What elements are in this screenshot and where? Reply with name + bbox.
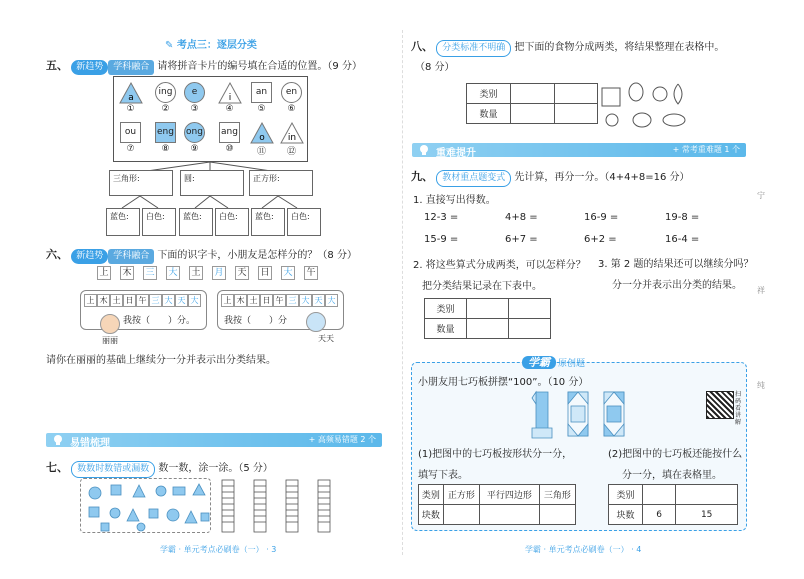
char-card: 大 [166,266,180,280]
q5-tag: 新趋势 [71,60,108,75]
pinyin-card: eng [155,122,176,143]
qr-code[interactable] [706,391,734,419]
pinyin-card [218,82,242,104]
equation: 16-4 = [665,234,700,245]
q8-cell-count: 数量 [467,104,511,124]
sub-box-6[interactable] [287,208,321,236]
pinyin-card-number: ⑫ [286,147,296,157]
side-mark: 祥 [757,286,765,295]
char-card-small: 木 [234,294,247,307]
q8-table [466,83,598,124]
q9-cell[interactable] [509,299,551,319]
char-card-small: 土 [247,294,260,307]
pinyin-card-number: ④ [225,104,234,114]
t1-cell[interactable] [539,505,575,525]
q9-sub3: 3. 第 2 题的结果还可以继续分吗？ [598,259,754,270]
char-card: 木 [120,266,134,280]
sub-box-2[interactable] [142,208,176,236]
char-card-small: 午 [273,294,286,307]
equation: 15-9 = [424,234,459,245]
q9-cell-category: 类别 [425,299,467,319]
char-card: 三 [143,266,157,280]
q8-header [411,38,724,57]
char-card-small: 三 [149,294,162,307]
t1-cell[interactable] [479,505,539,525]
equation: 12-3 = [424,212,459,223]
char-card-small: 大 [188,294,201,307]
char-card-small: 三 [286,294,299,307]
qr-label: 扫码看讲解 [735,391,742,426]
orig-p1: (1)把图中的七巧板按形状分一分， [418,449,573,460]
pinyin-card [250,122,274,144]
q9-cell-count: 数量 [425,319,467,339]
char-card-small: 上 [221,294,234,307]
pinyin-card-number: ⑤ [257,104,266,114]
equation: 6+2 = [584,234,617,245]
orig-table2 [608,484,738,525]
q6-tag2: 学科融合 [108,249,154,264]
q5-header [46,57,362,75]
t2-cell[interactable] [676,485,738,505]
side-mark: 宁 [757,191,765,200]
sub-box-5[interactable] [251,208,285,236]
badge-xueba: 学霸 [522,356,556,369]
char-card: 月 [212,266,226,280]
group-circle-label: 圆: [184,174,195,183]
q7-tag: 数数时数错或漏数 [71,461,155,478]
pinyin-card-number: ⑩ [225,144,234,154]
svg-text:o: o [259,133,265,143]
char-card-small: 天 [312,294,325,307]
sub-label: 蓝色: [110,212,129,221]
q9-header [411,168,690,187]
q9-cell[interactable] [509,319,551,339]
t2-cell[interactable] [643,485,676,505]
q5-tag2: 学科融合 [108,60,154,75]
girl-avatar [100,314,120,334]
t1-head: 类别 [419,485,444,505]
tangram-100 [530,388,635,440]
q8-cell[interactable] [554,104,598,124]
pinyin-card [280,122,304,144]
section-title [165,36,257,51]
pinyin-card: ong [184,122,205,143]
q9-tag: 教材重点题变式 [436,170,511,187]
original-badge [522,354,585,370]
sub-box-1[interactable] [106,208,140,236]
q6-number: 六、 [46,248,68,261]
pinyin-card-number: ⑥ [287,104,296,114]
char-card-small: 大 [325,294,338,307]
q7-text: 数一数，涂一涂。（5 分） [158,463,273,474]
char-card: 土 [189,266,203,280]
side-mark: 纯 [757,381,765,390]
bulb-icon [52,434,64,446]
group-square[interactable] [249,170,313,196]
section-title-text: 考点三：逐层分类 [176,40,257,51]
group-triangle[interactable] [109,170,173,196]
q8-cell[interactable] [554,84,598,104]
pinyin-card-number: ⑧ [161,144,170,154]
char-card-small: 大 [162,294,175,307]
svg-text:i: i [228,93,232,103]
boy-avatar [306,312,326,332]
name-tiantian: 天天 [318,334,334,343]
char-card-small: 日 [260,294,273,307]
orig-p1b: 填写下表。 [418,470,468,481]
q8-tag: 分类标准不明确 [436,40,511,57]
char-card: 日 [258,266,272,280]
q9-text: 先计算，再分一分。（4+4+8=16 分） [514,172,690,183]
svg-text:in: in [287,133,297,143]
group-circle[interactable] [180,170,244,196]
q6-tag: 新趋势 [71,249,108,264]
q6-followup: 请你在丽丽的基础上继续分一分并表示出分类结果。 [46,355,276,366]
char-card-small: 大 [299,294,312,307]
footer-left: 学霸 · 单元考点必刷卷（一） · 3 [160,545,277,554]
char-card-small: 上 [84,294,97,307]
group-square-label: 正方形: [253,174,280,183]
q5-number: 五、 [46,59,68,72]
char-card-small: 日 [123,294,136,307]
q9-sub1: 1. 直接写出得数。 [413,195,496,206]
pinyin-card: en [281,82,302,103]
sub-label: 白色: [219,212,238,221]
q5-text: 请将拼音卡片的编号填在合适的位置。（9 分） [157,61,362,72]
char-card: 大 [281,266,295,280]
q8-number: 八、 [411,40,433,53]
sub-box-3[interactable] [179,208,213,236]
orig-p2b: 分一分，填在表格里。 [622,470,722,481]
char-card: 午 [304,266,318,280]
pinyin-card: an [251,82,272,103]
pinyin-card: e [184,82,205,103]
pinyin-card: ou [120,122,141,143]
q9-number: 九、 [411,170,433,183]
badge-original: 原创题 [558,359,586,369]
t1-head: 正方形 [443,485,479,505]
sub-box-4[interactable] [215,208,249,236]
q9-table [424,298,551,339]
q9-sub3b: 分一分并表示出分类的结果。 [612,280,742,291]
q8-cell[interactable] [511,104,555,124]
sub-label: 蓝色: [255,212,274,221]
footer-right: 学霸 · 单元考点必刷卷（一） · 4 [525,545,642,554]
t1-cell[interactable] [443,505,479,525]
t1-head: 平行四边形 [479,485,539,505]
char-card-small: 木 [97,294,110,307]
q7-header [46,459,273,478]
q7-number: 七、 [46,461,68,474]
svg-text:a: a [128,93,134,103]
pinyin-card-number: ② [161,104,170,114]
equation: 6+7 = [505,234,538,245]
name-lili: 丽丽 [102,336,118,345]
q9-cell[interactable] [467,319,509,339]
t1-head: 三角形 [539,485,575,505]
sub-label: 白色: [291,212,310,221]
sub-label: 蓝色: [183,212,202,221]
bar-errors-right: + 高频易错题 2 个 [308,435,376,444]
q8-text: 把下面的食物分成两类，将结果整理在表格中。 [514,42,725,53]
q9-sub2: 2. 将这些算式分成两类，可以怎样分？ [413,260,586,271]
t2-value[interactable]: 15 [676,505,738,525]
q6-text: 下面的识字卡，小朋友是怎样分的？（8 分） [157,250,357,261]
bar-errors-title: 易错梳理 [70,438,110,449]
page-divider [402,30,403,555]
q8-cell-category: 类别 [467,84,511,104]
bar-hard-right: + 常考重难题 1 个 [672,145,740,154]
char-card: 上 [97,266,111,280]
t2-row-label: 块数 [609,505,643,525]
t2-head: 类别 [609,485,643,505]
bubble-tiantian-text: 我按（ ）分 [224,316,288,326]
orig-table1 [418,484,576,525]
shapes-box [80,478,211,533]
equation: 19-8 = [665,212,700,223]
q9-sub2b: 把分类结果记录在下表中。 [422,281,542,292]
pinyin-card-number: ③ [190,104,199,114]
q6-header [46,246,357,264]
char-card-small: 午 [136,294,149,307]
pinyin-card-number: ⑨ [190,144,199,154]
char-card-small: 土 [110,294,123,307]
pinyin-card-number: ⑪ [256,147,266,157]
food-images [600,80,695,135]
pinyin-card [119,82,143,104]
pinyin-card-number: ⑦ [126,144,135,154]
q9-cell[interactable] [467,299,509,319]
pinyin-card-number: ① [126,104,135,114]
shapes-drawing [81,479,212,534]
sub-label: 白色: [146,212,165,221]
section-bar-errors [46,433,382,447]
t2-value[interactable]: 6 [643,505,676,525]
column-grid [220,478,350,538]
bulb-icon [418,144,430,156]
orig-p2: (2)把图中的七巧板还能按什么 [608,449,743,460]
char-card: 天 [235,266,249,280]
equation: 4+8 = [505,212,538,223]
pinyin-card: ing [155,82,176,103]
equation: 16-9 = [584,212,619,223]
pinyin-card: ang [219,122,240,143]
orig-text: 小朋友用七巧板拼摆“100”。（10 分） [418,377,589,388]
t1-row-label: 块数 [419,505,444,525]
section-bar-hard [412,143,746,157]
q8-cell[interactable] [511,84,555,104]
group-triangle-label: 三角形: [113,174,140,183]
bubble-lili-text: 我按（ ）分。 [123,316,196,326]
bar-hard-title: 重难提升 [436,148,476,159]
char-card-small: 天 [175,294,188,307]
q8-score: （8 分） [415,62,455,73]
pencil-icon: ✎ [165,40,174,51]
